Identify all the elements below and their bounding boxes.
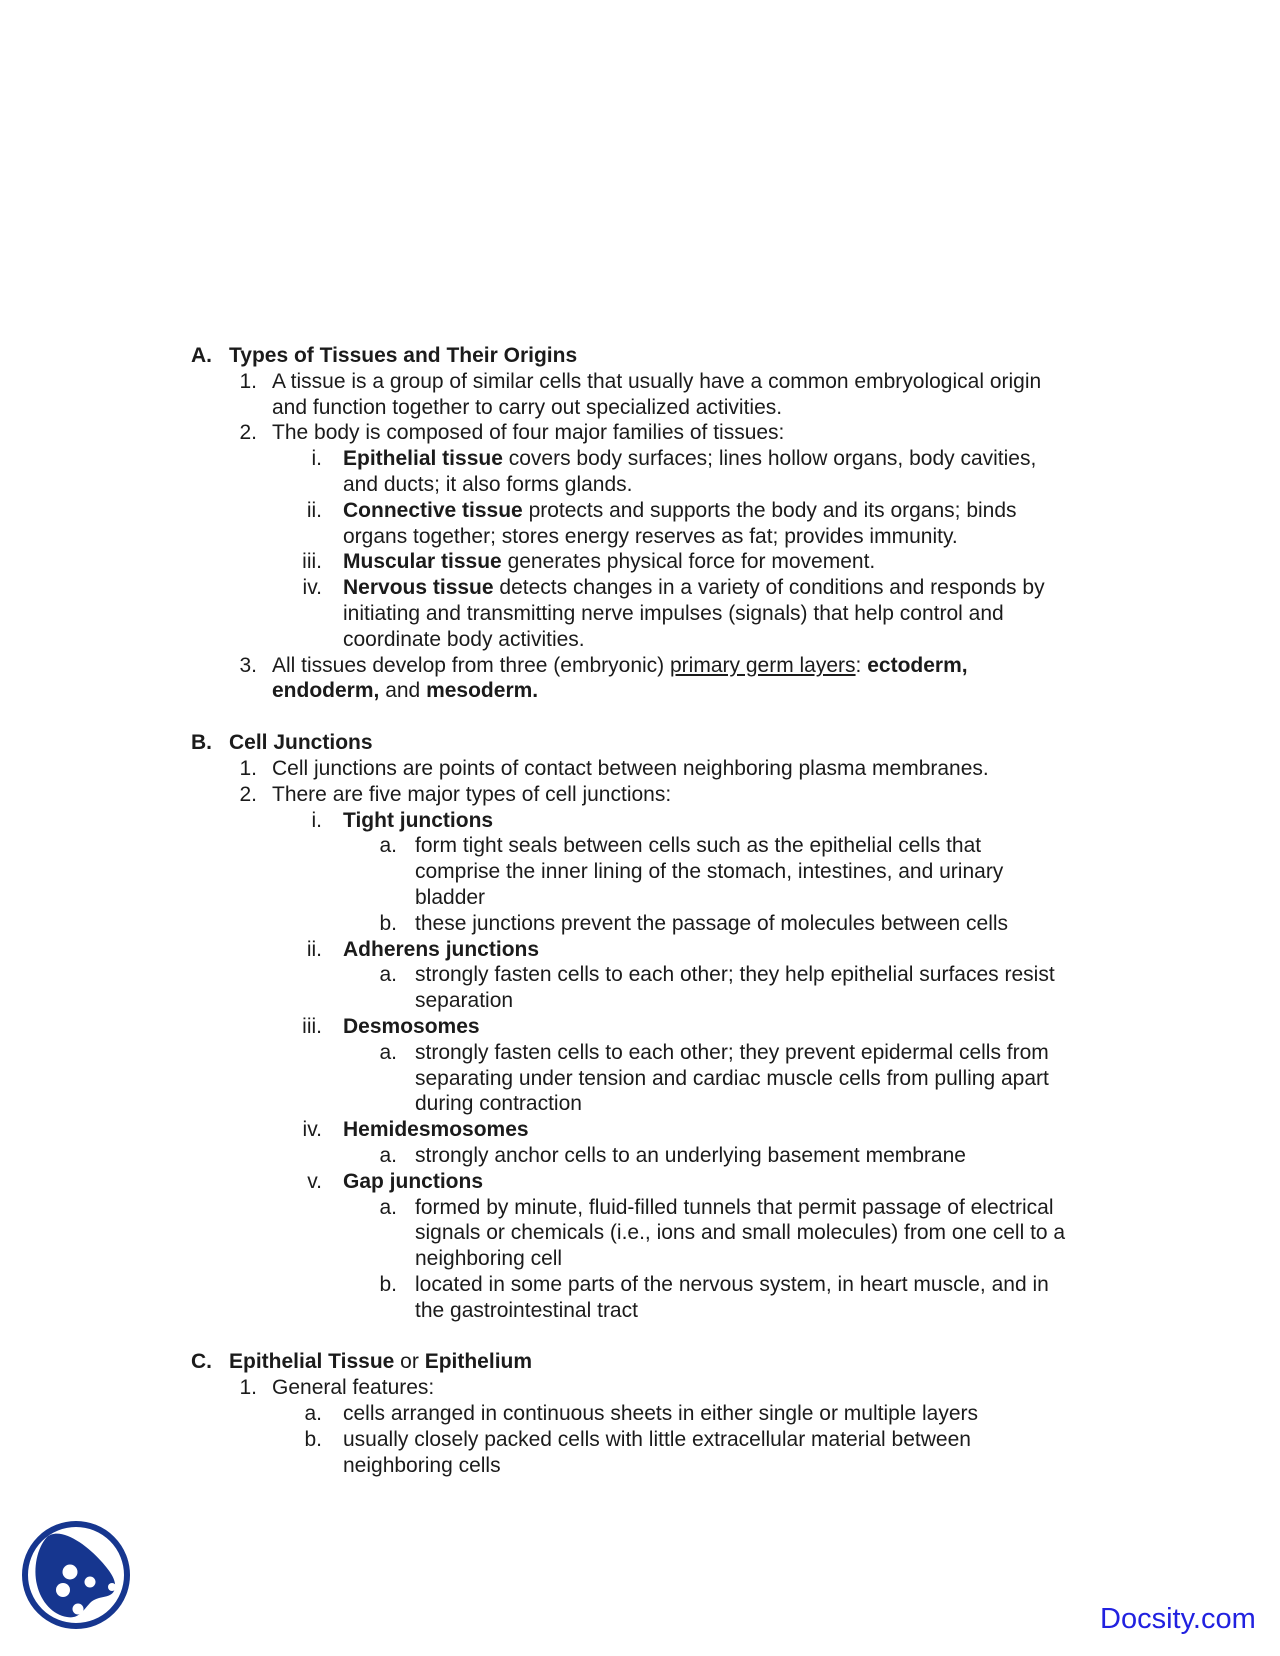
outline-text: strongly anchor cells to an underlying basement membrane <box>415 1143 966 1167</box>
outline-item <box>0 420 1280 446</box>
list-marker: ii. <box>306 937 322 961</box>
list-marker: a. <box>379 834 397 858</box>
outline-item <box>0 549 1280 575</box>
outline-text: Tight junctions <box>343 808 494 832</box>
outline-text: A tissue is a group of similar cells that usually have a common embryological origin and function together to carry out specialized activities. <box>272 369 1042 419</box>
outline-text: Muscular tissue generates physical force for movement. <box>343 550 876 574</box>
outline-item <box>0 756 1280 782</box>
outline-text: form tight seals between cells such as the epithelial cells that comprise the inner lining of the stomach, intestines, and urinary bladder <box>415 834 1004 909</box>
list-marker: C. <box>191 1350 212 1374</box>
list-marker: A. <box>191 344 212 367</box>
outline-item <box>0 1349 1280 1375</box>
list-marker: iv. <box>302 576 322 600</box>
outline-item <box>0 1117 1280 1143</box>
outline-text: cells arranged in continuous sheets in either single or multiple layers <box>343 1402 979 1426</box>
list-marker: 1. <box>239 369 257 393</box>
list-marker: 2. <box>239 421 257 445</box>
outline-text: Cell Junctions <box>229 731 373 755</box>
outline-text: these junctions prevent the passage of molecules between cells <box>415 911 1009 935</box>
section-gap <box>0 704 1280 730</box>
outline-text: Connective tissue protects and supports the body and its organs; binds organs together; stores energy reserves as fat; provides immunity. <box>343 498 1017 548</box>
list-marker: a. <box>379 963 397 987</box>
outline-item <box>0 575 1280 652</box>
outline-item <box>0 1169 1280 1195</box>
outline-text: strongly fasten cells to each other; they help epithelial surfaces resist separation <box>415 963 1055 1013</box>
outline-item <box>0 937 1280 963</box>
list-marker: i. <box>311 808 322 832</box>
brand-link[interactable]: Docsity.com <box>1100 1603 1256 1635</box>
list-marker: iii. <box>302 1014 322 1038</box>
outline-item <box>0 1014 1280 1040</box>
outline-text: formed by minute, fluid-filled tunnels that permit passage of electrical signals or chemicals (i.e., ions and small molecules) from one cell to a neighboring cell <box>415 1195 1066 1271</box>
outline-item <box>0 833 1280 910</box>
outline-item <box>0 1375 1280 1401</box>
outline-text: Gap junctions <box>343 1169 484 1193</box>
outline-text: General features: <box>272 1376 435 1400</box>
outline-item <box>0 498 1280 550</box>
list-marker: v. <box>307 1169 322 1193</box>
outline-item <box>0 1272 1280 1324</box>
outline-item <box>0 446 1280 498</box>
outline-item <box>0 1195 1280 1272</box>
list-marker: b. <box>379 1272 397 1296</box>
outline-item <box>0 1143 1280 1169</box>
list-marker: a. <box>304 1402 322 1426</box>
list-marker: b. <box>379 911 397 935</box>
list-marker: b. <box>304 1427 322 1451</box>
outline-text: Epithelial Tissue or Epithelium <box>229 1350 533 1374</box>
outline-item <box>0 730 1280 756</box>
outline-item <box>0 369 1280 421</box>
outline-text: usually closely packed cells with little extracellular material between neighboring cells <box>343 1427 971 1477</box>
outline-item <box>0 911 1280 937</box>
outline-text: There are five major types of cell junctions: <box>272 782 672 806</box>
list-marker: B. <box>191 731 212 755</box>
outline-text: located in some parts of the nervous system, in heart muscle, and in the gastrointestinal tract <box>415 1272 1049 1322</box>
list-marker: 1. <box>239 1376 257 1400</box>
outline-text: Types of Tissues and Their Origins <box>229 344 578 367</box>
outline-item <box>0 1401 1280 1427</box>
outline-text: The body is composed of four major families of tissues: <box>272 421 785 445</box>
list-marker: 3. <box>239 653 257 677</box>
outline-item <box>0 808 1280 834</box>
outline-text: Desmosomes <box>343 1014 480 1038</box>
outline-text: Cell junctions are points of contact between neighboring plasma membranes. <box>272 756 989 780</box>
list-marker: a. <box>379 1040 397 1064</box>
list-marker: 1. <box>239 756 257 780</box>
list-marker: a. <box>379 1143 397 1167</box>
outline-text: Hemidesmosomes <box>343 1118 529 1142</box>
list-marker: 2. <box>239 782 257 806</box>
outline-item <box>0 1040 1280 1117</box>
outline-text: Adherens junctions <box>343 937 540 961</box>
section-gap <box>0 1323 1280 1349</box>
outline-text: Epithelial tissue covers body surfaces; lines hollow organs, body cavities, and ducts; it also forms glands. <box>343 447 1037 496</box>
outline-item <box>0 343 1280 369</box>
outline-text: Nervous tissue detects changes in a variety of conditions and responds by initiating and transmitting nerve impulses (signals) that help control and coordinate body activities. <box>343 576 1045 651</box>
docsity-logo-icon <box>20 1520 132 1632</box>
outline-item <box>0 1427 1280 1479</box>
list-marker: iv. <box>302 1118 322 1142</box>
outline-item <box>0 653 1280 705</box>
list-marker: a. <box>379 1195 397 1219</box>
list-marker: i. <box>311 447 322 471</box>
list-marker: ii. <box>306 498 322 522</box>
outline-text: strongly fasten cells to each other; they prevent epidermal cells from separating under tension and cardiac muscle cells from pulling apart during contraction <box>415 1040 1049 1116</box>
list-marker: iii. <box>302 550 322 574</box>
outline-text: All tissues develop from three (embryonic) primary germ layers: ectoderm, endoderm, and mesoderm. <box>272 653 968 703</box>
outline-item <box>0 782 1280 808</box>
outline-item <box>0 962 1280 1014</box>
